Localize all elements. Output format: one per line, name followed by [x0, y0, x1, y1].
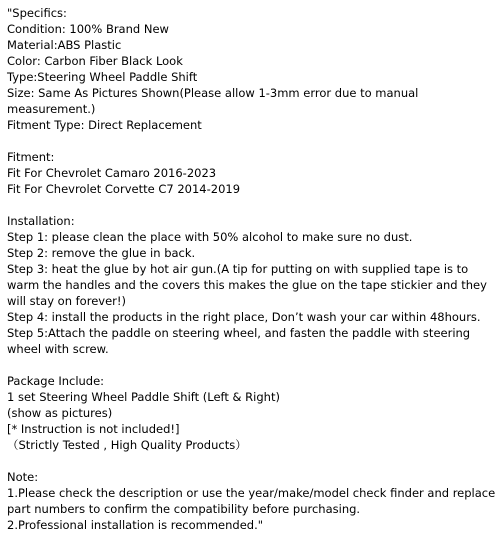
condition-text: Condition: 100% Brand New: [7, 22, 169, 36]
fitment-item: Fit For Chevrolet Corvette C7 2014-2019: [7, 182, 241, 196]
note-heading: Note:: [7, 470, 39, 484]
installation-step-4: Step 4: install the products in the right place, Don’t wash your car within 48hours.: [7, 310, 481, 324]
package-item: 1 set Steering Wheel Paddle Shift (Left & Right): [7, 390, 280, 404]
installation-step-3: Step 3: heat the glue by hot air gun.(A tip for putting on with supplied tape is to warm the handles and the covers this makes the glue on the tape stickier and they will stay on forever!): [7, 262, 487, 308]
installation-step-1: Step 1: please clean the place with 50% alcohol to make sure no dust.: [7, 230, 413, 244]
installation-heading: Installation:: [7, 214, 75, 228]
type-text: Type:Steering Wheel Paddle Shift: [7, 70, 198, 84]
note-item-1: 1.Please check the description or use the year/make/model check finder and replace part numbers to confirm the compatibility before purchasing.: [7, 486, 496, 516]
fitment-item: Fit For Chevrolet Camaro 2016-2023: [7, 166, 217, 180]
package-note: （Strictly Tested , High Quality Products）: [7, 438, 247, 452]
color-text: Color: Carbon Fiber Black Look: [7, 54, 183, 68]
material-text: Material:ABS Plastic: [7, 38, 122, 52]
fitment-type-text: Fitment Type: Direct Replacement: [7, 118, 202, 132]
package-note: [* Instruction is not included!]: [7, 422, 180, 436]
package-heading: Package Include:: [7, 374, 105, 388]
installation-step-2: Step 2: remove the glue in back.: [7, 246, 196, 260]
installation-step-5: Step 5:Attach the paddle on steering wheel, and fasten the paddle with steering wheel with screw.: [7, 326, 471, 356]
note-item-2: 2.Professional installation is recommended.": [7, 518, 264, 532]
fitment-heading: Fitment:: [7, 150, 55, 164]
specifics-heading: "Specifics:: [7, 6, 67, 20]
size-text: Size: Same As Pictures Shown(Please allow 1-3mm error due to manual measurement.): [7, 86, 419, 116]
package-note: (show as pictures): [7, 406, 113, 420]
